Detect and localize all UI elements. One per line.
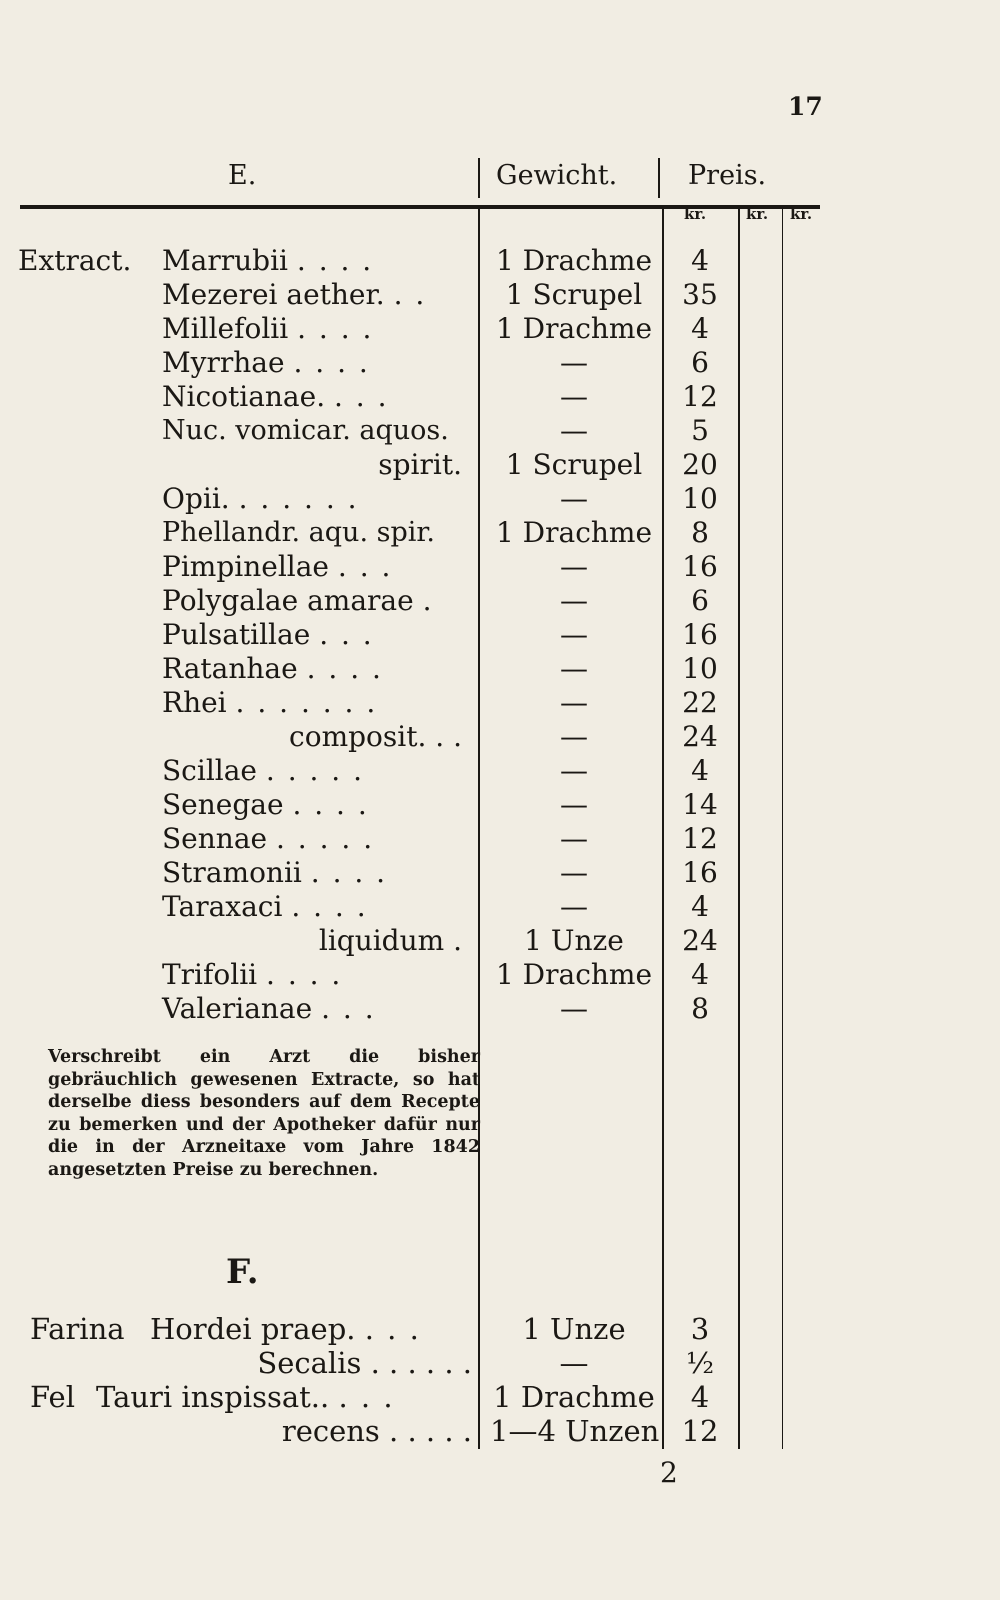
row-name: Scillae . . . . . (162, 754, 365, 787)
row-weight: 1 Scrupel (505, 278, 643, 311)
note-paragraph: Verschreibt ein Arzt die bisher gebräuchlich gewesenen Extracte, so hat derselbe diess besonders auf dem Recepte zu bemerken und der Apotheker dafür nur die in der Arzneitaxe vom Jahre 1842 angesetzten Preise zu berechnen. (48, 1047, 480, 1180)
row-weight: — (560, 686, 588, 719)
row-price: 10 (682, 652, 718, 685)
table-row (0, 516, 1000, 550)
row-price: 20 (682, 448, 718, 481)
table-row (0, 1414, 1000, 1448)
row-name: Valerianae . . . (162, 992, 376, 1025)
table-row (0, 788, 1000, 822)
row-price: 4 (691, 244, 709, 277)
row-name: Mezerei aether. . . (162, 278, 427, 311)
row-price: 8 (691, 992, 709, 1025)
row-weight: — (560, 482, 588, 515)
row-price: 6 (691, 584, 709, 617)
section-title-f: F. (226, 1252, 259, 1292)
row-price: 16 (682, 550, 718, 583)
row-price: 22 (682, 686, 718, 719)
table-row (0, 1312, 1000, 1346)
row-weight: — (560, 992, 588, 1025)
row-name: Phellandr. aqu. spir. (162, 517, 435, 548)
table-row (0, 1380, 1000, 1414)
table-row (0, 278, 1000, 312)
row-name: Rhei . . . . . . . (162, 686, 378, 719)
subheader-kr-1: kr. (684, 205, 707, 223)
row-continuation: recens . . . . . (281, 1414, 472, 1448)
row-prefix: Fel (30, 1380, 75, 1414)
table-row (0, 720, 1000, 754)
row-weight: — (560, 550, 588, 583)
row-weight: — (560, 890, 588, 923)
table-row (0, 890, 1000, 924)
row-weight: — (559, 1346, 589, 1380)
row-price: 4 (690, 1380, 710, 1414)
table-row (0, 244, 1000, 278)
row-weight: — (560, 380, 588, 413)
header-col-price: Preis. (688, 160, 767, 191)
row-weight: 1 Unze (522, 1312, 626, 1346)
page-number: 17 (788, 92, 823, 121)
row-price: 3 (690, 1312, 710, 1346)
row-weight: — (560, 754, 588, 787)
table-row (0, 652, 1000, 686)
row-name: Myrrhae . . . . (162, 346, 370, 379)
row-continuation: Secalis . . . . . . (257, 1346, 472, 1380)
table-row (0, 958, 1000, 992)
row-weight: 1—4 Unzen (490, 1414, 660, 1448)
row-price: 5 (691, 414, 709, 447)
row-weight: 1 Drachme (495, 244, 653, 277)
row-price: 12 (682, 822, 718, 855)
table-row (0, 550, 1000, 584)
table-row (0, 856, 1000, 890)
row-price: 24 (682, 924, 718, 957)
row-name: Pulsatillae . . . (162, 618, 374, 651)
row-price: 12 (682, 380, 718, 413)
row-price: 8 (691, 516, 709, 549)
table-row (0, 822, 1000, 856)
row-name: Pimpinellae . . . (162, 550, 393, 583)
row-name: Millefolii . . . . (162, 312, 374, 345)
row-weight: — (560, 584, 588, 617)
table-row (0, 448, 1000, 482)
row-weight: 1 Drachme (495, 516, 653, 549)
row-continuation: spirit. (378, 448, 462, 481)
row-weight: 1 Unze (524, 924, 624, 957)
row-weight: — (560, 788, 588, 821)
row-price: 4 (691, 312, 709, 345)
row-weight: 1 Drachme (495, 958, 653, 991)
row-name: Trifolii . . . . (162, 958, 343, 991)
table-row (0, 312, 1000, 346)
header-divider-1 (478, 158, 480, 198)
row-name: Senegae . . . . (162, 788, 369, 821)
row-weight: — (560, 652, 588, 685)
row-price: 10 (682, 482, 718, 515)
table-row (0, 1346, 1000, 1380)
row-name: Marrubii . . . . (162, 244, 374, 277)
header-divider-2 (658, 158, 660, 198)
row-price: 4 (691, 958, 709, 991)
header-col-weight: Gewicht. (496, 160, 618, 191)
row-price: ½ (685, 1346, 715, 1380)
row-price: 35 (682, 278, 718, 311)
row-price: 6 (691, 346, 709, 379)
table-row (0, 924, 1000, 958)
row-name: Ratanhae . . . . (162, 652, 383, 685)
row-name: Nicotianae. . . . (162, 380, 389, 413)
row-name: Opii. . . . . . . (162, 482, 359, 515)
row-price: 16 (682, 856, 718, 889)
row-weight: — (560, 618, 588, 651)
row-name: Polygalae amarae . (162, 584, 434, 617)
row-weight: 1 Scrupel (505, 448, 643, 481)
subheader-kr-3: kr. (790, 205, 813, 223)
row-price: 4 (691, 890, 709, 923)
row-price: 16 (682, 618, 718, 651)
table-row (0, 686, 1000, 720)
row-price: 24 (682, 720, 718, 753)
table-row (0, 482, 1000, 516)
row-name: Hordei praep. . . . (150, 1312, 421, 1346)
header-col-name: E. (228, 160, 257, 191)
row-weight: 1 Drachme (493, 1380, 655, 1414)
footer-signature: 2 (660, 1456, 678, 1489)
table-row (0, 346, 1000, 380)
subheader-kr-2: kr. (746, 205, 769, 223)
table-row (0, 414, 1000, 448)
row-price: 12 (681, 1414, 719, 1448)
row-continuation: composit. . . (289, 720, 462, 753)
row-name: Taraxaci . . . . (162, 890, 368, 923)
row-prefix: Extract. (18, 244, 132, 277)
row-name: Tauri inspissat.. . . . (96, 1380, 395, 1414)
table-row (0, 584, 1000, 618)
table-row (0, 754, 1000, 788)
row-weight: — (560, 414, 588, 447)
row-weight: — (560, 720, 588, 753)
row-weight: — (560, 856, 588, 889)
table-row (0, 992, 1000, 1026)
row-price: 14 (682, 788, 718, 821)
row-prefix: Farina (30, 1312, 125, 1346)
row-name: Sennae . . . . . (162, 822, 375, 855)
row-weight: — (560, 822, 588, 855)
row-weight: 1 Drachme (495, 312, 653, 345)
row-name: Nuc. vomicar. aquos. (162, 415, 449, 446)
row-price: 4 (691, 754, 709, 787)
row-weight: — (560, 346, 588, 379)
table-row (0, 380, 1000, 414)
table-row (0, 618, 1000, 652)
row-continuation: liquidum . (318, 924, 462, 957)
row-name: Stramonii . . . . (162, 856, 388, 889)
